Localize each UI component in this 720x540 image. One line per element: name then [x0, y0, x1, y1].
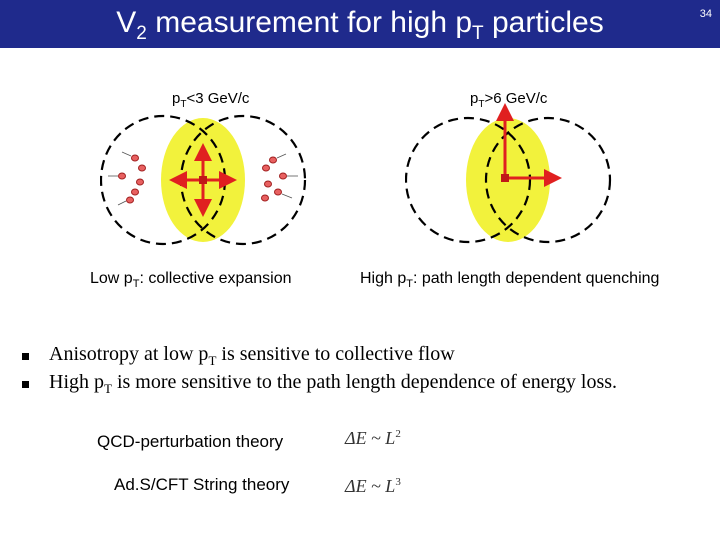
theory-name-ads: Ad.S/CFT String theory [114, 475, 290, 494]
left-panel-label: $p_T<3$ GeV/c [172, 90, 250, 110]
slide-number: 34 [699, 8, 712, 20]
center-point [199, 176, 207, 184]
theory-name-qcd: QCD-perturbation theory [97, 432, 284, 451]
square-bullet-icon [22, 353, 29, 360]
formula-ads: ΔE ~ $L^3$ [345, 476, 401, 496]
bullet-item: High $p_T$ is more sensitive to the path length dependence of energy loss. [20, 370, 617, 398]
center-point [501, 174, 509, 182]
left-collision-diagram [100, 110, 310, 250]
square-bullet-icon [22, 381, 29, 388]
slide-title: $V_2$ measurement for high $p_T$ particles [116, 6, 604, 44]
formula-qcd: ΔE ~ $L^2$ [345, 428, 401, 448]
right-caption: High $p_T$: path length dependent quenching [360, 270, 660, 291]
bullet-list [20, 342, 617, 398]
right-panel-label: $p_T>6$ GeV/c [470, 90, 548, 110]
right-collision-diagram [405, 100, 615, 250]
bullet-item: Anisotropy at low $p_T$ is sensitive to collective flow [20, 342, 617, 370]
left-caption: Low $p_T$: collective expansion [90, 270, 292, 291]
